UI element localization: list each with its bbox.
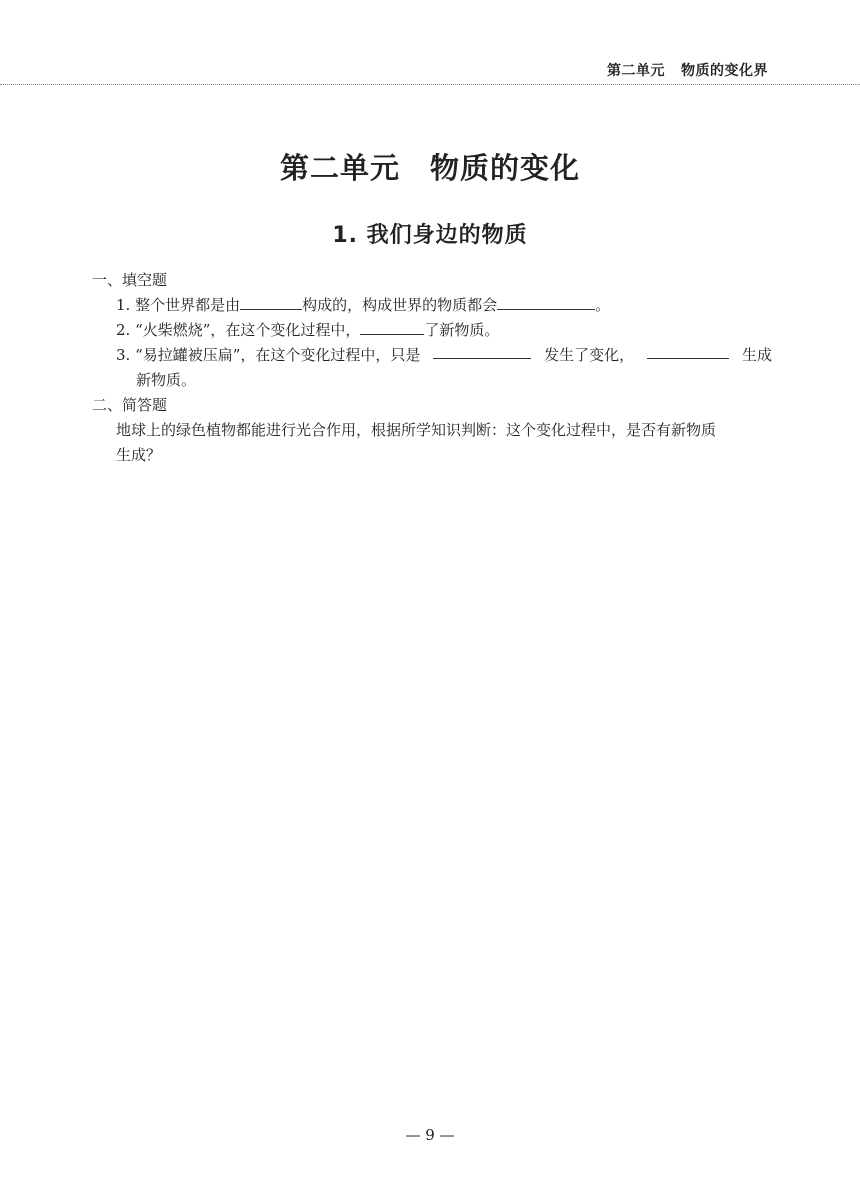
worksheet-content [92,268,772,468]
q3-text-c: 生成 [741,346,772,364]
question-3 [92,343,772,368]
q1-blank-1[interactable] [240,294,302,310]
q2-text-b: 了新物质。 [424,321,500,339]
section-heading-short-answer: 二、简答题 [92,396,168,414]
short-answer-question-line-1: 地球上的绿色植物都能进行光合作用，根据所学知识判断：这个变化过程中，是否有新物质 [116,421,717,439]
question-2 [92,318,772,343]
q2-blank-1[interactable] [360,319,424,335]
section-heading-fill-blank: 一、填空题 [92,271,168,289]
q3-blank-2[interactable] [647,343,729,359]
question-3-continued: 新物质。 [136,371,197,389]
q1-text-c: 。 [595,296,611,314]
unit-title [0,146,860,187]
q3-text-a: 3. “易拉罐被压扁”，在这个变化过程中，只是 [116,346,421,364]
q2-text-a: 2. “火柴燃烧”，在这个变化过程中， [116,321,361,339]
question-1 [92,293,772,318]
header-topic: 物质的变化界 [681,63,768,79]
short-answer-question-line-2: 生成？ [116,446,162,464]
page-number: — 9 — [405,1126,455,1144]
header-unit: 第二单元 [607,63,665,79]
q3-blank-1[interactable] [433,343,531,359]
q1-text-a: 1. 整个世界都是由 [116,296,241,314]
q1-text-b: 构成的，构成世界的物质都会 [302,296,498,314]
unit-title-name: 物质的变化 [430,151,581,185]
q3-text-b: 发生了变化， [544,346,635,364]
running-header [607,60,768,80]
unit-title-number: 第二单元 [279,151,400,185]
lesson-title: 1. 我们身边的物质 [332,223,528,248]
header-divider [0,84,860,85]
q1-blank-2[interactable] [497,294,595,310]
